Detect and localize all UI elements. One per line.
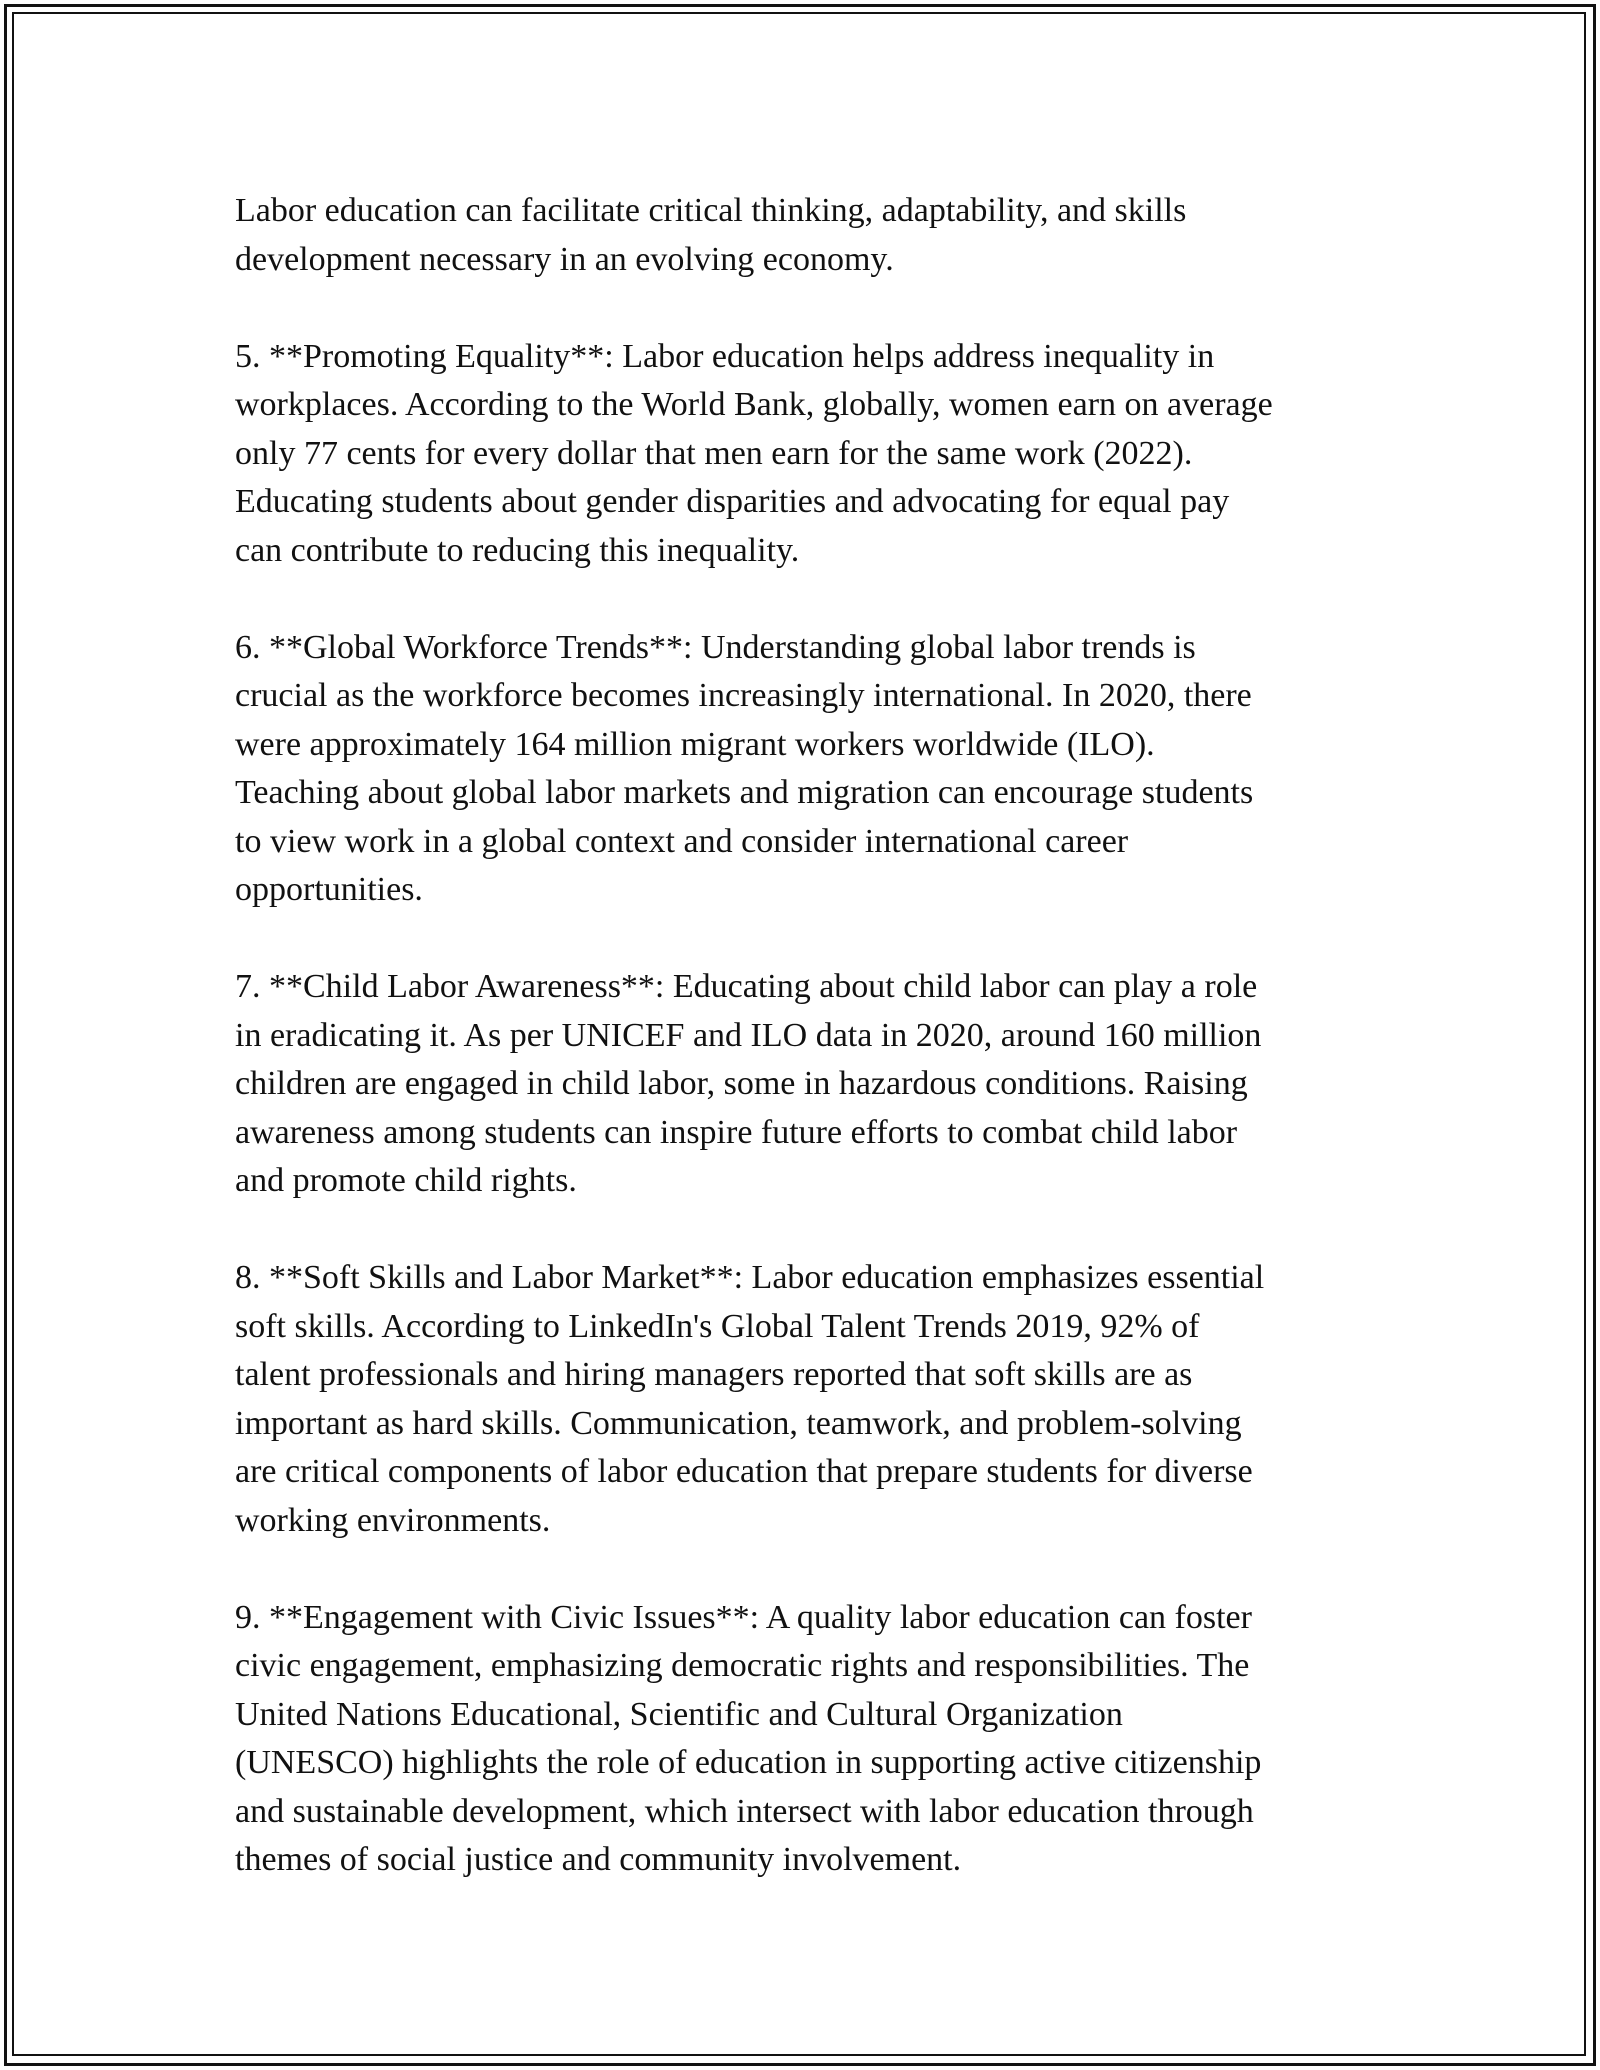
paragraph-intro-continuation: Labor education can facilitate critical thinking, adaptability, and skills development necessary in an evolving economy. (235, 192, 1187, 278)
paragraph-soft-skills-labor-market: 8. **Soft Skills and Labor Market**: Labor education emphasizes essential soft skills. According to LinkedIn's Global Talent Trends 2019, 92% of talent professionals and hiring managers reported that soft skills are as important as hard skills. Communication, teamwork, and problem-solving are critical components of labor education that prepare students for diverse working environments. (235, 1259, 1265, 1539)
paragraph-promoting-equality: 5. **Promoting Equality**: Labor education helps address inequality in workplaces. According to the World Bank, globally, women earn on average only 77 cents for every dollar that men earn for the same work (2022). Educating students about gender disparities and advocating for equal pay can contribute to reducing this inequality. (235, 337, 1273, 569)
document-body (235, 187, 1385, 1885)
paragraph-global-workforce-trends: 6. **Global Workforce Trends**: Understanding global labor trends is crucial as the workforce becomes increasingly international. In 2020, there were approximately 164 million migrant workers worldwide (ILO). Teaching about global labor markets and migration can encourage students to view work in a global context and consider international career opportunities. (235, 628, 1254, 908)
paragraph-engagement-civic-issues: 9. **Engagement with Civic Issues**: A quality labor education can foster civic engagement, emphasizing democratic rights and responsibilities. The United Nations Educational, Scientific and Cultural Organization (UNESCO) highlights the role of education in supporting active citizenship and sustainable development, which intersect with labor education through themes of social justice and community involvement. (235, 1598, 1262, 1878)
paragraph-child-labor-awareness: 7. **Child Labor Awareness**: Educating about child labor can play a role in eradicating it. As per UNICEF and ILO data in 2020, around 160 million children are engaged in child labor, some in hazardous conditions. Raising awareness among students can inspire future efforts to combat child labor and promote child rights. (235, 968, 1262, 1199)
